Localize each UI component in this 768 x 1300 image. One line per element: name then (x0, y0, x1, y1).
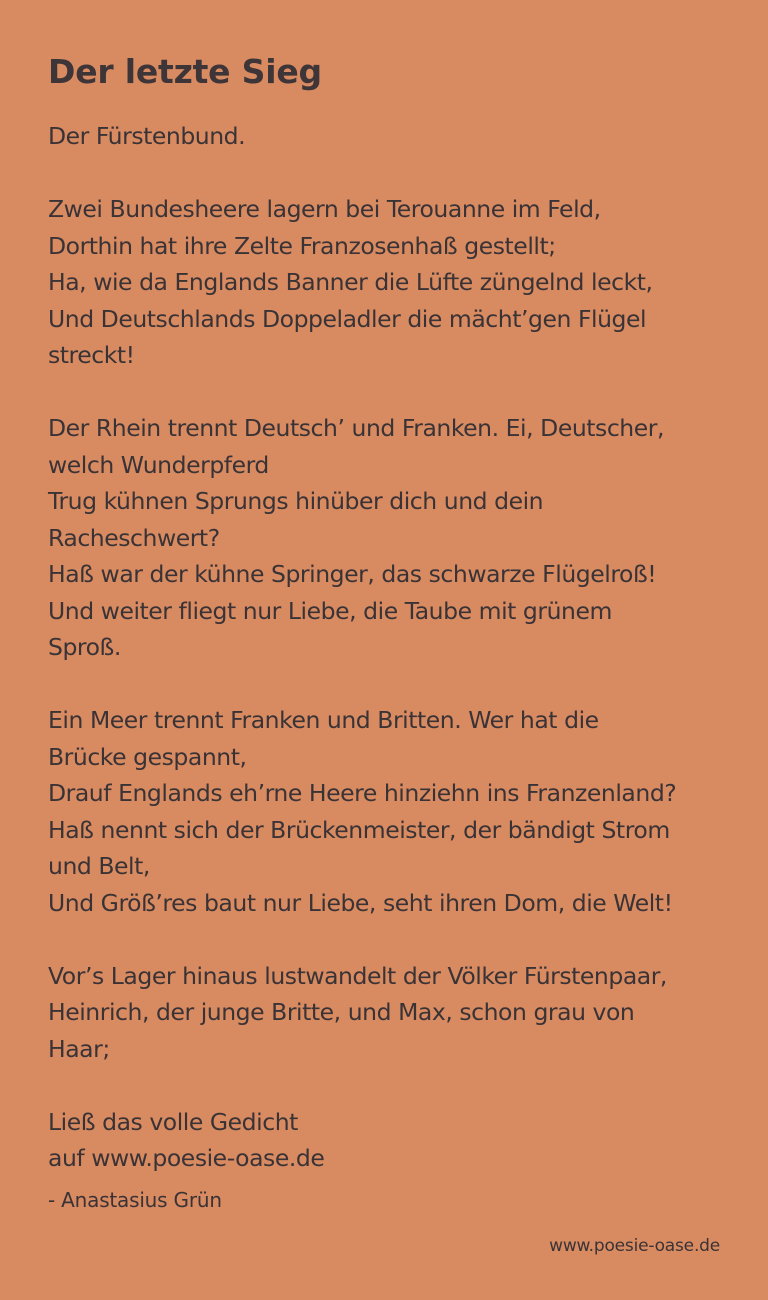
poem-line: Drauf Englands eh’rne Heere hinziehn ins Franzenland? (48, 779, 677, 807)
poem-line: welch Wunderpferd (48, 450, 269, 479)
poem-line: Ha, wie da Englands Banner die Lüfte züngelnd leckt, (48, 268, 653, 296)
poem-line: Und Größ’res baut nur Liebe, seht ihren Dom, die Welt! (48, 888, 673, 917)
poem-line: Vor’s Lager hinaus lustwandelt der Völker Fürstenpaar, (48, 961, 667, 990)
poem-line: Haar; (48, 1034, 110, 1063)
poem-line: Ein Meer trennt Franken und Britten. Wer hat die (48, 706, 599, 734)
poem-line: auf www.poesie-oase.de (48, 1144, 325, 1172)
poem-author: - Anastasius Grün (48, 1188, 222, 1212)
stanza-gap (48, 666, 730, 703)
poem-line: Zwei Bundesheere lagern bei Terouanne im Feld, (48, 195, 601, 223)
poem-line: Trug kühnen Sprungs hinüber dich und dein (48, 487, 544, 515)
poem-line: Der Fürstenbund. (48, 122, 246, 150)
poem-line: Brücke gespannt, (48, 742, 247, 771)
poem-line: Der Rhein trennt Deutsch’ und Franken. Ei, Deutscher, (48, 414, 664, 442)
stanza-gap (48, 921, 730, 958)
poem-line: Haß war der kühne Springer, das schwarze Flügelroß! (48, 560, 657, 588)
poem-line: Racheschwert? (48, 523, 220, 552)
poem-line: und Belt, (48, 852, 150, 880)
stanza-gap (48, 374, 730, 411)
stanza-gap (48, 155, 730, 192)
poem-line: Sproß. (48, 633, 121, 661)
stanza-gap (48, 1067, 730, 1104)
poem-line: Und weiter fliegt nur Liebe, die Taube mit grünem (48, 596, 612, 625)
poem-line: Und Deutschlands Doppeladler die mächt’gen Flügel (48, 304, 647, 333)
website-credit: www.poesie-oase.de (549, 1236, 720, 1256)
poem-line: Haß nennt sich der Brückenmeister, der bändigt Strom (48, 815, 670, 844)
poem-line: streckt! (48, 341, 135, 369)
poem-title: Der letzte Sieg (48, 52, 322, 91)
poem-line: Dorthin hat ihre Zelte Franzosenhaß gestellt; (48, 231, 556, 260)
poem-line: Ließ das volle Gedicht (48, 1107, 298, 1136)
poem-text (48, 118, 730, 1177)
poem-line: Heinrich, der junge Britte, und Max, schon grau von (48, 998, 635, 1026)
